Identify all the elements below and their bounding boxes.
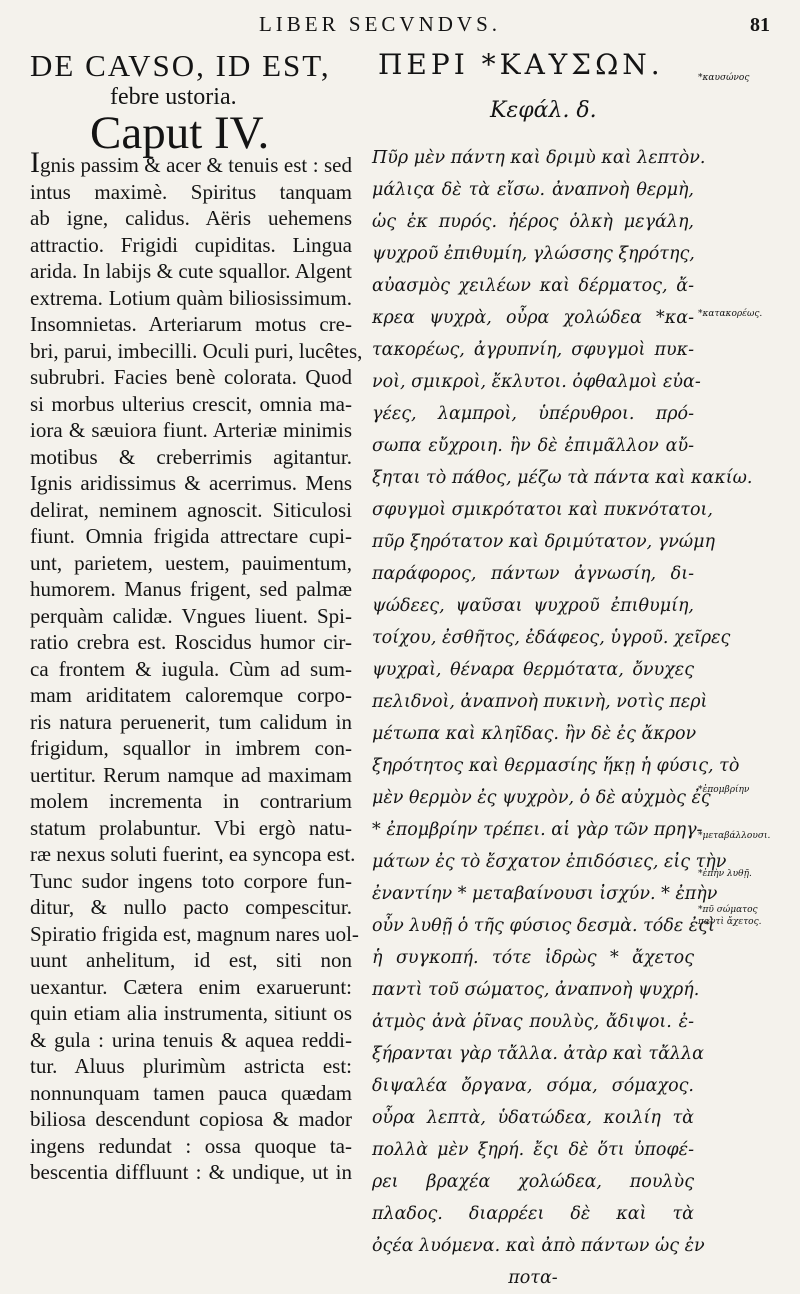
latin-text-line: molem incrementa in contrarium bbox=[30, 789, 352, 813]
greek-text-line: πῦρ ξηρότατον καὶ δριμύτατον, γνώμη bbox=[372, 532, 715, 552]
greek-text-line: ψώδεες, ψαῦσαι ψυχροῦ ἐπιθυμίη, bbox=[372, 596, 694, 616]
greek-text-line: ὀςέα λυόμενα. καὶ ἀπὸ πάντων ὡς ἐν bbox=[372, 1236, 705, 1256]
greek-text-line: αὐασμὸς χειλέων καὶ δέρματος, ἄ- bbox=[372, 276, 694, 296]
latin-text-line: ris natura peruenerit, tum calidum in bbox=[30, 709, 352, 734]
greek-text-line: ποτα- bbox=[508, 1268, 558, 1288]
latin-text-line: bescentia diffluunt : & undique, ut in bbox=[30, 1160, 352, 1184]
chapter-heading-greek: Κεφάλ. δ. bbox=[490, 98, 597, 123]
greek-text-line: οὖν λυθῇ ὁ τῆς φύσιος δεσμὰ. τόδε ἐςὶ bbox=[372, 916, 715, 936]
latin-text-line: mam ariditatem caloremque corpo- bbox=[30, 683, 352, 707]
greek-text-line: ψυχραὶ, θέναρα θερμότατα, ὄνυχες bbox=[372, 660, 694, 680]
latin-text-line: ratio crebra est. Roscidus humor cir- bbox=[30, 630, 352, 654]
greek-text-line: μὲν θερμὸν ἐς ψυχρὸν, ὁ δὲ αὐχμὸς ἐς bbox=[372, 788, 711, 808]
latin-text-line: tur. Aluus plurimùm astricta est: bbox=[30, 1054, 352, 1078]
latin-text-line: extrema. Lotium quàm biliosissimum. bbox=[30, 285, 352, 310]
greek-text-line: σωπα εὔχροιη. ἢν δὲ ἐπιμᾶλλον αὔ- bbox=[372, 436, 694, 456]
greek-text-line: ρει βραχέα χολώδεα, πουλὺς bbox=[372, 1172, 694, 1192]
latin-text-line: bri, parui, imbecilli. Oculi puri, lucêtes, bbox=[30, 338, 363, 363]
latin-text-line: uertitur. Rerum namque ad maximam bbox=[30, 762, 352, 787]
greek-text-line: ξηται τὸ πάθος, μέζω τὰ πάντα καὶ κακίω. bbox=[372, 468, 753, 488]
latin-text-line: ingens redundat : ossa quoque ta- bbox=[30, 1133, 352, 1158]
greek-text-line: τοίχου, ἐσθῆτος, ἐδάφεος, ὑγροῦ. χεῖρες bbox=[372, 628, 731, 648]
greek-text-line: ψυχροῦ ἐπιθυμίη, γλώσσης ξηρότης, bbox=[372, 244, 695, 264]
latin-text-line: uunt anhelitum, id est, siti non bbox=[30, 948, 352, 972]
latin-text-line: biliosa descendunt copiosa & mador bbox=[30, 1107, 352, 1131]
greek-text-line: ξήρανται γὰρ τἄλλα. ἀτὰρ καὶ τἄλλα bbox=[372, 1044, 704, 1064]
latin-text-line: subrubri. Facies benè colorata. Quod bbox=[30, 365, 352, 389]
latin-text-line: ditur, & nullo pacto compescitur. bbox=[30, 895, 352, 919]
margin-note: *μεταβάλλουσι. bbox=[698, 831, 771, 841]
greek-text-line: ἡ συγκοπή. τότε ἱδρὼς * ἄχετος bbox=[372, 948, 694, 968]
latin-text-line: ræ nexus soluti fuerint, ea syncopa est. bbox=[30, 842, 356, 866]
latin-text-line: quin etiam alia instrumenta, sitiunt os bbox=[30, 1001, 352, 1025]
greek-text-line: παντὶ τοῦ σώματος, ἀναπνοὴ ψυχρή. bbox=[372, 980, 700, 1000]
latin-text-line: nonnunquam tamen pauca quædam bbox=[30, 1080, 352, 1105]
greek-text-line: πλαδος. διαρρέει δὲ καὶ τὰ bbox=[372, 1204, 694, 1224]
greek-text-line: ἐναντίην * μεταβαίνουσι ἰσχύν. * ἐπὴν bbox=[372, 884, 718, 904]
greek-text-line: νοὶ, σμικροὶ, ἔκλυτοι. ὀφθαλμοὶ εὐα- bbox=[372, 372, 701, 392]
latin-text-line: Tunc sudor ingens toto corpore fun- bbox=[30, 868, 352, 893]
latin-text-line: unt, parietem, uestem, pauimentum, bbox=[30, 550, 352, 575]
latin-text-line: fiunt. Omnia frigida attrectare cupi- bbox=[30, 524, 352, 548]
latin-text-line: attractio. Frigidi cupiditas. Lingua bbox=[30, 232, 352, 257]
greek-text-line: οὖρα λεπτὰ, ὑδατώδεα, κοιλίη τὰ bbox=[372, 1108, 694, 1128]
latin-text-line: intus maximè. Spiritus tanquam bbox=[30, 179, 352, 204]
latin-text-line: statum prolabuntur. Vbi ergò natu- bbox=[30, 815, 352, 840]
latin-text-line: ca frontem & iugula. Cùm ad sum- bbox=[30, 656, 352, 681]
chapter-heading-latin: Caput IV. bbox=[90, 107, 270, 159]
greek-text-line: διψαλέα ὄργανα, σόμα, σόμαχος. bbox=[372, 1076, 694, 1096]
margin-note: *ἐπομβρίην bbox=[698, 785, 750, 795]
latin-text-line: si morbus ulterius crescit, omnia ma- bbox=[30, 391, 352, 416]
latin-text-line: perquàm calidæ. Vngues liuent. Spi- bbox=[30, 603, 352, 628]
greek-text-line: πολλὰ μὲν ξηρή. ἔςι δὲ ὅτι ὑποφέ- bbox=[372, 1140, 694, 1160]
latin-text-line: uexantur. Cætera enim exaruerunt: bbox=[30, 974, 352, 999]
latin-text-line: frigidum, squallor in imbrem con- bbox=[30, 736, 352, 760]
greek-text-line: γέες, λαμπροὶ, ὑπέρυθροι. πρό- bbox=[372, 404, 694, 424]
latin-text-line: arida. In labijs & cute squallor. Algent bbox=[30, 259, 352, 283]
latin-text-line: humorem. Manus frigent, sed palmæ bbox=[30, 577, 352, 601]
running-head: LIBER SECVNDVS. bbox=[258, 12, 502, 36]
latin-text-line: Spiratio frigida est, magnum nares uol- bbox=[30, 921, 359, 946]
chapter-title-greek: ΠΕΡΙ *ΚΑΥΣΩΝ. bbox=[378, 48, 664, 81]
greek-text-line: ὡς ἐκ πυρός. ἠέρος ὁλκὴ μεγάλη, bbox=[372, 212, 694, 232]
greek-text-line: παράφορος, πάντων ἀγνωσίη, δι- bbox=[372, 564, 694, 584]
latin-text-line: motibus & creberrimis agitantur. bbox=[30, 444, 352, 469]
greek-text-line: τακορέως, ἀγρυπνίη, σφυγμοὶ πυκ- bbox=[372, 340, 694, 360]
greek-text-line: ἀτμὸς ἀνὰ ῥῖνας πουλὺς, ἄδιψοι. ἐ- bbox=[372, 1012, 694, 1032]
latin-text-column bbox=[30, 146, 363, 1186]
chapter-subtitle: febre ustoria. bbox=[110, 84, 237, 110]
page-number: 81 bbox=[750, 14, 770, 36]
latin-text-line: delirat, neminem agnoscit. Siticulosi bbox=[30, 497, 352, 522]
greek-text-line: ξηρότητος καὶ θερμασίης ἥκῃ ἡ φύσις, τὸ bbox=[372, 756, 740, 776]
latin-text-line: ab igne, calidus. Aëris uehemens bbox=[30, 206, 352, 230]
chapter-title-latin: DE CAVSO, ID EST, bbox=[30, 48, 331, 83]
greek-text-line: μάτων ἐς τὸ ἔσχατον ἐπιδόσιες, εἰς τὴν bbox=[372, 852, 727, 872]
latin-text-line: Ignis aridissimus & acerrimus. Mens bbox=[30, 471, 352, 495]
latin-text-line: Insomnietas. Arteriarum motus cre- bbox=[30, 312, 352, 336]
greek-text-line: πελιδνοὶ, ἀναπνοὴ πυκινὴ, νοτὶς περὶ bbox=[372, 692, 708, 712]
greek-text-line: * ἐπομβρίην τρέπει. αἱ γὰρ τῶν πρηγ- bbox=[372, 820, 703, 840]
margin-note: *ἐπὴν λυθῇ. bbox=[698, 869, 752, 879]
latin-text-line: iora & sæuiora fiunt. Arteriæ minimis bbox=[30, 418, 352, 442]
latin-text-line: Ignis passim & acer & tenuis est : sed bbox=[30, 146, 352, 179]
greek-text-line: κρεα ψυχρὰ, οὖρα χολώδεα *κα- bbox=[372, 308, 694, 328]
greek-text-line: μάλιςα δὲ τὰ εἴσω. ἀναπνοὴ θερμὴ, bbox=[372, 180, 694, 200]
margin-note: *πῦ σώματος παντὶ ἄχετος. bbox=[698, 905, 762, 927]
margin-note: *κατακορέως. bbox=[698, 309, 763, 319]
greek-text-line: μέτωπα καὶ κληῖδας. ἢν δὲ ἐς ἄκρον bbox=[372, 724, 697, 744]
greek-text-line: σφυγμοὶ σμικρότατοι καὶ πυκνότατοι, bbox=[372, 500, 713, 520]
latin-text-line: & gula : urina tenuis & aquea reddi- bbox=[30, 1027, 352, 1052]
greek-text-line: Πῦρ μὲν πάντη καὶ δριμὺ καὶ λεπτὸν. bbox=[372, 148, 706, 168]
margin-note: *καυσώνος bbox=[698, 73, 750, 83]
